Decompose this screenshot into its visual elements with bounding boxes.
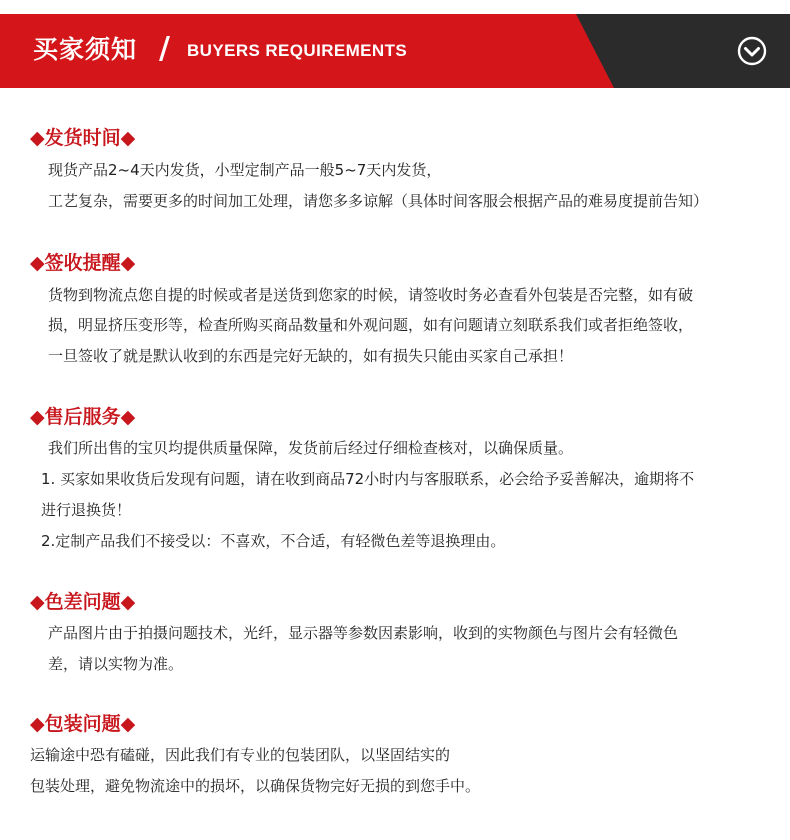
section-line: 现货产品2~4天内发货，小型定制产品一般5~7天内发货， xyxy=(48,161,442,179)
banner-slash: / xyxy=(159,31,170,66)
section-line: 1. 买家如果收货后发现有问题，请在收到商品72小时内与客服联系，必会给予妥善解决，逾期将不 xyxy=(41,470,695,488)
section-heading: ◆售后服务◆ xyxy=(30,406,136,428)
section-line: 货物到物流点您自提的时候或者是送货到您家的时候，请签收时务必查看外包装是否完整，如有破 xyxy=(48,286,694,304)
section-heading: ◆发货时间◆ xyxy=(30,127,136,149)
section-line: 我们所出售的宝贝均提供质量保障，发货前后经过仔细检查核对，以确保质量。 xyxy=(48,439,574,457)
section-line: 运输途中恐有磕碰，因此我们有专业的包装团队，以坚固结实的 xyxy=(30,746,451,764)
section-line: 包装处理，避免物流途中的损坏，以确保货物完好无损的到您手中。 xyxy=(30,777,481,795)
section-heading: ◆包装问题◆ xyxy=(30,713,136,735)
section-line: 损，明显挤压变形等，检查所购买商品数量和外观问题，如有问题请立刻联系我们或者拒绝签收， xyxy=(48,316,694,334)
section-heading: ◆色差问题◆ xyxy=(30,591,136,613)
section-line: 2.定制产品我们不接受以：不喜欢，不合适，有轻微色差等退换理由。 xyxy=(41,532,506,550)
section-line: 一旦签收了就是默认收到的东西是完好无缺的，如有损失只能由买家自己承担！ xyxy=(48,347,574,365)
section-line: 进行退换货！ xyxy=(41,501,132,519)
section-line: 差，请以实物为准。 xyxy=(48,655,184,673)
section-line: 产品图片由于拍摄问题技术，光纤，显示器等参数因素影响，收到的实物颜色与图片会有轻微色 xyxy=(48,624,679,642)
section-heading: ◆签收提醒◆ xyxy=(30,252,136,274)
header-banner xyxy=(0,14,790,88)
chevron-down-circle-icon[interactable] xyxy=(737,36,767,66)
section-line: 工艺复杂，需要更多的时间加工处理，请您多多谅解（具体时间客服会根据产品的难易度提前告知） xyxy=(48,192,709,210)
banner-title: 买家须知 xyxy=(33,35,138,64)
banner-subtitle: BUYERS REQUIREMENTS xyxy=(187,41,408,60)
